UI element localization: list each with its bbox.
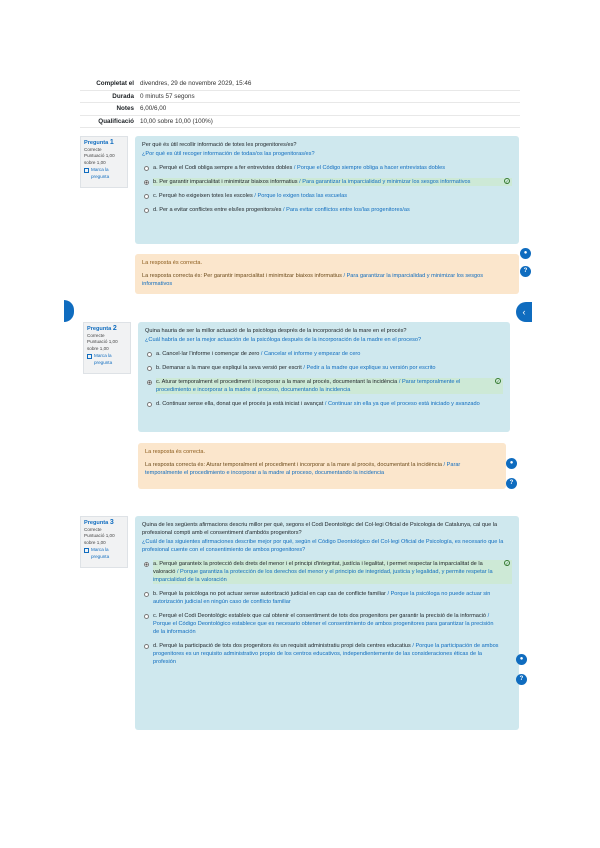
question-1-content <box>135 136 519 244</box>
option-translation: / Porque la psicóloga no puede actuar sin autorización judicial en ningún caso de conflicto familiar <box>153 591 491 605</box>
chevron-left-icon: ‹ <box>522 307 526 317</box>
answer-options <box>145 350 503 408</box>
help-icon: ? <box>523 268 528 274</box>
summary-row-marks <box>80 103 520 116</box>
answer-options <box>142 560 512 666</box>
question-state: Correcte <box>84 146 102 152</box>
question-text: Quina de les següents afirmacions descriu millor per què, segons el Codi Deontològic del Col·legi Oficial de Psicologia de Catalunya, cal que la professional compti amb el consentiment d'ambdós progenitors? <box>142 522 498 536</box>
question-translation: ¿Cuál de las siguientes afirmaciones describe mejor por qué, según el Código Deontológico del Col·legi Oficial de Psicología, es necesario que la profesional cuente con el consentimiento de ambos progenitores? <box>142 539 504 553</box>
feedback-translation: / Para garantizar la imparcialidad y minimizar los sesgos informativos <box>142 273 484 287</box>
answer-option-a[interactable] <box>145 350 503 358</box>
answer-option-a[interactable] <box>142 560 512 584</box>
option-text: d. Continuar sense ella, donat que el procés ja està iniciat i avançat <box>156 401 324 407</box>
flag-label: Marca la pregunta <box>94 353 113 365</box>
summary-value: 0 minuts 57 segons <box>140 92 195 100</box>
radio-button[interactable] <box>144 208 149 213</box>
chat-icon: ● <box>509 460 514 466</box>
feedback-heading: La resposta és correcta. <box>145 449 206 455</box>
correct-check-icon: ✓ <box>505 179 509 184</box>
option-translation: / Porque lo exigen todas las escuelas <box>254 193 348 199</box>
question-number-value: 3 <box>109 519 114 526</box>
question-info <box>80 516 128 568</box>
summary-row-duration <box>80 91 520 104</box>
chat-button[interactable] <box>520 248 531 259</box>
feedback-translation: / Parar temporalmente el procedimiento e incorporar a la madre al proceso, documentando la incidencia <box>145 462 461 476</box>
question-label: Pregunta <box>84 520 109 526</box>
question-state: Correcte <box>84 526 102 532</box>
summary-label: Durada <box>112 92 134 100</box>
summary-row-grade <box>80 116 520 129</box>
radio-button[interactable] <box>144 614 149 619</box>
option-translation: / Porque la participación de ambos progenitores es un requisito administrativo propio de los centros educativos, independientemente de las consideraciones éticas de la profesión <box>153 643 499 665</box>
summary-label: Qualificació <box>98 117 134 125</box>
answer-option-c[interactable] <box>142 192 512 200</box>
flag-question-link[interactable] <box>84 167 124 180</box>
answer-option-b[interactable] <box>145 364 503 372</box>
option-text: c. Aturar temporalment el procediment i incorporar a la mare al procés, documentant la incidència <box>156 379 398 385</box>
answer-option-d[interactable] <box>145 400 503 408</box>
question-info <box>80 136 128 188</box>
option-text: a. Perquè garanteix la protecció dels drets del menor i el principi d'integritat, justícia i legalitat, i permet respectar la imparcialitat de la valoració <box>153 561 483 575</box>
radio-button-selected[interactable] <box>144 562 149 567</box>
feedback-heading: La resposta és correcta. <box>142 260 203 266</box>
feedback-text: La resposta correcta és: Aturar temporalment el procediment i incorporar a la mare al procés, documentant la incidència <box>145 462 442 468</box>
option-text: a. Perquè el Codi obliga sempre a fer entrevistes dobles <box>153 165 293 171</box>
option-text: d. Perquè la participació de tots dos progenitors és un requisit administratiu propi dels centres educatius <box>153 643 411 649</box>
feedback-answer <box>145 461 499 477</box>
option-translation: / Para evitar conflictos entre los/las progenitores/as <box>282 207 410 213</box>
drawer-toggle-button[interactable] <box>516 302 532 322</box>
radio-button[interactable] <box>147 352 152 357</box>
option-text: c. Perquè ho exigeixen totes les escoles <box>153 193 253 199</box>
question-state: Correcte <box>87 332 105 338</box>
option-text: b. Per garantir imparcialitat i minimitzar biaixos informatius <box>153 179 298 185</box>
flag-question-link[interactable] <box>84 547 124 560</box>
radio-button[interactable] <box>144 592 149 597</box>
question-number <box>87 326 127 333</box>
summary-label: Completat el <box>96 80 134 88</box>
question-info <box>83 322 131 374</box>
help-button[interactable] <box>506 478 517 489</box>
help-icon: ? <box>509 480 514 486</box>
feedback-text: La resposta correcta és: Per garantir imparcialitat i minimitzar biaixos informatius <box>142 273 342 279</box>
radio-button[interactable] <box>144 644 149 649</box>
flag-icon <box>87 354 92 359</box>
question-label: Pregunta <box>87 326 112 332</box>
question-number <box>84 520 124 527</box>
question-points: Puntuació 1,00 sobre 1,00 <box>84 533 115 545</box>
option-text: a. Cancel·lar l'informe i començar de zero <box>156 351 260 357</box>
option-text: b. Demanar a la mare que expliqui la seva versió per escrit <box>156 365 302 371</box>
option-translation: / Continuar sin ella ya que el proceso está iniciado y avanzado <box>324 401 480 407</box>
question-translation: ¿Por qué es útil recoger información de todas/os las progenitoras/es? <box>142 151 315 157</box>
question-3-content <box>135 516 519 730</box>
chat-button[interactable] <box>506 458 517 469</box>
option-translation: / Porque el Código Deontológico establece que es necesario obtener el consentimiento de ambos progenitores para garantizar la precisión de la información <box>153 613 494 635</box>
question-number-value: 1 <box>109 139 114 146</box>
summary-value: 10,00 sobre 10,00 (100%) <box>140 117 213 125</box>
option-translation: / Porque el Código siempre obliga a hacer entrevistas dobles <box>293 165 445 171</box>
radio-button[interactable] <box>144 194 149 199</box>
answer-option-c[interactable] <box>145 378 503 394</box>
radio-button[interactable] <box>147 402 152 407</box>
radio-button[interactable] <box>147 366 152 371</box>
option-text: c. Perquè el Codi Deontològic estableix que cal obtenir el consentiment de tots dos progenitors per garantir la precisió de la informació <box>153 613 487 619</box>
attempt-summary <box>80 78 520 128</box>
question-2-content <box>138 322 510 432</box>
question-text: Per què és útil recollir informació de totes les progenitores/es? <box>142 142 297 148</box>
flag-icon <box>84 548 89 553</box>
radio-button-selected[interactable] <box>147 380 152 385</box>
answer-option-b[interactable] <box>142 590 512 606</box>
option-translation: / Cancelar el informe y empezar de cero <box>260 351 361 357</box>
question-text: Quina hauria de ser la millor actuació de la psicòloga després de la incorporació de la mare en el procés? <box>145 328 407 334</box>
flag-icon <box>84 168 89 173</box>
option-translation: / Parar temporalmente el procedimiento e incorporar a la madre al proceso, documentando la incidencia <box>156 379 461 393</box>
question-number-value: 2 <box>112 325 117 332</box>
summary-label: Notes <box>116 105 134 113</box>
left-drawer-toggle[interactable] <box>64 300 74 322</box>
flag-label: Marca la pregunta <box>91 547 110 559</box>
summary-value: 6,00/6,00 <box>140 105 167 113</box>
answer-option-a[interactable] <box>142 164 512 172</box>
question-label: Pregunta <box>84 140 109 146</box>
chat-icon: ● <box>523 250 528 256</box>
option-text: d. Per a evitar conflictes entre els/les progenitors/es <box>153 207 282 213</box>
radio-button[interactable] <box>144 166 149 171</box>
help-icon: ? <box>519 676 524 682</box>
flag-label: Marca la pregunta <box>91 167 110 179</box>
summary-value: divendres, 29 de novembre 2029, 15:46 <box>140 80 252 88</box>
answer-option-d[interactable] <box>142 206 512 214</box>
answer-options <box>142 164 512 214</box>
flag-question-link[interactable] <box>87 353 127 366</box>
answer-option-d[interactable] <box>142 642 512 666</box>
correct-check-icon: ✓ <box>496 379 500 384</box>
question-translation: ¿Cuál habría de ser la mejor actuación de la psicóloga después de la incorporación de la madre en el proceso? <box>145 337 422 343</box>
option-translation: / Para garantizar la imparcialidad y minimizar los sesgos informativos <box>299 179 471 185</box>
radio-button-selected[interactable] <box>144 180 149 185</box>
question-points: Puntuació 1,00 sobre 1,00 <box>84 153 115 165</box>
feedback-answer <box>142 272 512 288</box>
option-text: b. Perquè la psicòloga no pot actuar sense autorització judicial en cap cas de conflicte familiar <box>153 591 386 597</box>
option-translation: / Porque garantiza la protección de los derechos del menor y el principio de integridad, justicia y legalidad, y permite respetar la imparcialidad de la valoración <box>153 569 493 583</box>
summary-row-completed <box>80 78 520 91</box>
question-number <box>84 140 124 147</box>
question-2-feedback <box>138 443 506 489</box>
correct-check-icon: ✓ <box>505 561 509 566</box>
answer-option-c[interactable] <box>142 612 512 636</box>
question-1-feedback <box>135 254 519 294</box>
help-button[interactable] <box>520 266 531 277</box>
option-translation: / Pedir a la madre que explique su versión por escrito <box>303 365 436 371</box>
help-button[interactable] <box>516 674 527 685</box>
answer-option-b[interactable] <box>142 178 512 186</box>
chat-icon: ● <box>519 656 524 662</box>
chat-button[interactable] <box>516 654 527 665</box>
question-points: Puntuació 1,00 sobre 1,00 <box>87 339 118 351</box>
